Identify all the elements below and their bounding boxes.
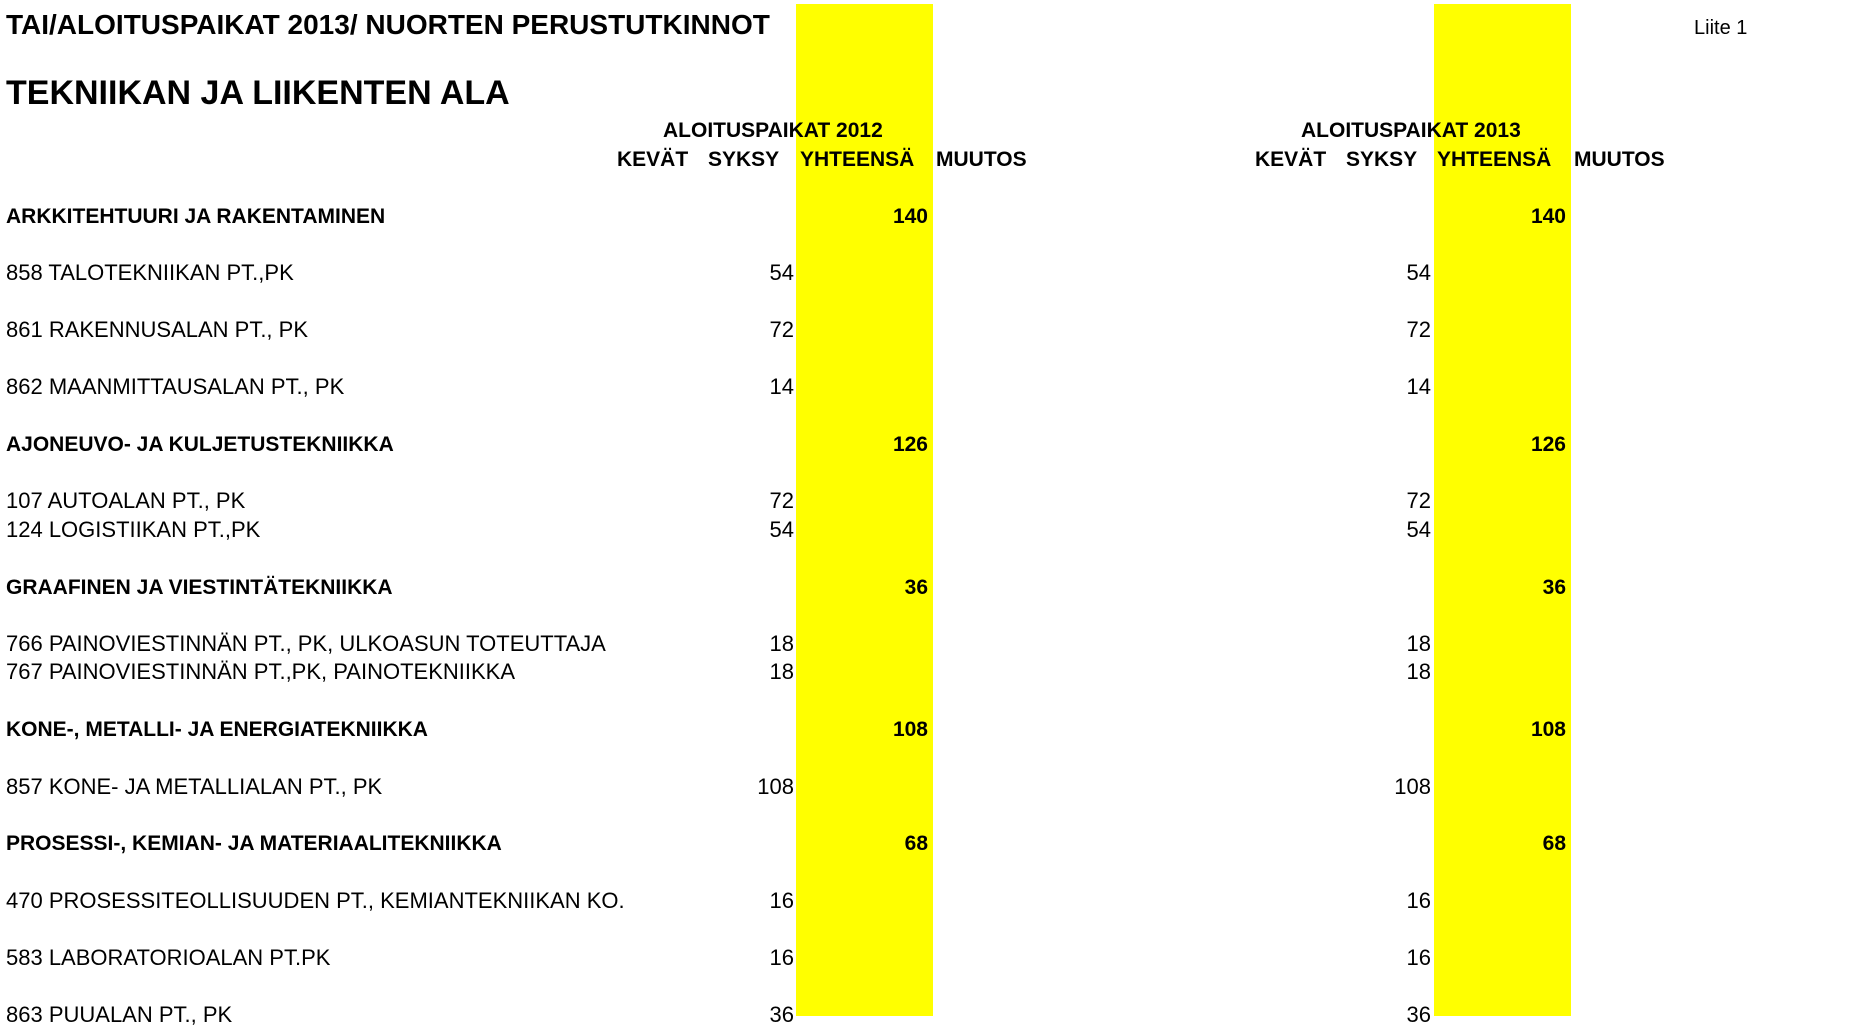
col-kevat-2013: KEVÄT (1255, 148, 1327, 171)
category-label: GRAAFINEN JA VIESTINTÄTEKNIIKKA (6, 576, 393, 599)
syksy-2013: 16 (1406, 888, 1431, 913)
syksy-2012: 36 (769, 1002, 794, 1027)
syksy-2012: 54 (769, 260, 794, 285)
program-label: 858 TALOTEKNIIKAN PT.,PK (6, 260, 294, 285)
syksy-2013: 54 (1406, 517, 1431, 542)
col-kevat-2012: KEVÄT (617, 148, 689, 171)
category-label: KONE-, METALLI- JA ENERGIATEKNIIKKA (6, 718, 428, 741)
syksy-2013: 18 (1406, 659, 1431, 684)
col-yhteensa-2012: YHTEENSÄ (800, 148, 915, 171)
program-label: 863 PUUALAN PT., PK (6, 1002, 233, 1027)
program-label: 857 KONE- JA METALLIALAN PT., PK (6, 774, 383, 799)
program-label: 124 LOGISTIIKAN PT.,PK (6, 517, 261, 542)
program-label: 107 AUTOALAN PT., PK (6, 488, 246, 513)
syksy-2012: 18 (769, 631, 794, 656)
program-label: 766 PAINOVIESTINNÄN PT., PK, ULKOASUN TOTEUTTAJA (6, 631, 606, 656)
total-2013: 36 (1542, 576, 1566, 599)
total-2012: 140 (892, 205, 928, 228)
syksy-2013: 18 (1406, 631, 1431, 656)
program-label: 583 LABORATORIOALAN PT.PK (6, 945, 331, 970)
syksy-2013: 16 (1406, 945, 1431, 970)
col-yhteensa-2013: YHTEENSÄ (1437, 148, 1552, 171)
total-2012: 36 (904, 576, 928, 599)
syksy-2013: 108 (1394, 774, 1431, 799)
syksy-2012: 72 (769, 317, 794, 342)
col-syksy-2012: SYKSY (708, 148, 780, 171)
syksy-2012: 108 (757, 774, 794, 799)
heading-2013: ALOITUSPAIKAT 2013 (1301, 119, 1521, 142)
subtitle-clip (6, 74, 556, 116)
syksy-2013: 36 (1406, 1002, 1431, 1027)
col-syksy-2013: SYKSY (1346, 148, 1418, 171)
syksy-2013: 14 (1406, 374, 1431, 399)
syksy-2012: 72 (769, 488, 794, 513)
col-muutos-2012: MUUTOS (936, 148, 1027, 171)
heading-2012: ALOITUSPAIKAT 2012 (663, 119, 883, 142)
syksy-2013: 72 (1406, 317, 1431, 342)
total-2012: 68 (904, 832, 928, 855)
col-muutos-2013: MUUTOS (1574, 148, 1665, 171)
program-label: 767 PAINOVIESTINNÄN PT.,PK, PAINOTEKNIIKKA (6, 659, 515, 684)
syksy-2012: 16 (769, 888, 794, 913)
syksy-2012: 18 (769, 659, 794, 684)
category-label: ARKKITEHTUURI JA RAKENTAMINEN (6, 205, 386, 228)
total-2013: 140 (1530, 205, 1566, 228)
program-label: 861 RAKENNUSALAN PT., PK (6, 317, 309, 342)
program-label: 862 MAANMITTAUSALAN PT., PK (6, 374, 345, 399)
page-title: TAI/ALOITUSPAIKAT 2013/ NUORTEN PERUSTUTKINNOT (6, 9, 770, 40)
program-label: 470 PROSESSITEOLLISUUDEN PT., KEMIANTEKNIIKAN KO. (6, 888, 625, 913)
syksy-2012: 54 (769, 517, 794, 542)
total-2012: 126 (892, 433, 928, 456)
total-2013: 126 (1530, 433, 1566, 456)
total-2012: 108 (892, 718, 928, 741)
attachment-label: Liite 1 (1694, 17, 1748, 39)
syksy-2013: 54 (1406, 260, 1431, 285)
page-subtitle: TEKNIIKAN JA LIIKENTEN ALA (6, 74, 510, 112)
category-label: AJONEUVO- JA KULJETUSTEKNIIKKA (6, 433, 394, 456)
syksy-2012: 16 (769, 945, 794, 970)
total-2013: 108 (1530, 718, 1566, 741)
syksy-2012: 14 (769, 374, 794, 399)
category-label: PROSESSI-, KEMIAN- JA MATERIAALITEKNIIKKA (6, 832, 502, 855)
total-2013: 68 (1542, 832, 1566, 855)
syksy-2013: 72 (1406, 488, 1431, 513)
